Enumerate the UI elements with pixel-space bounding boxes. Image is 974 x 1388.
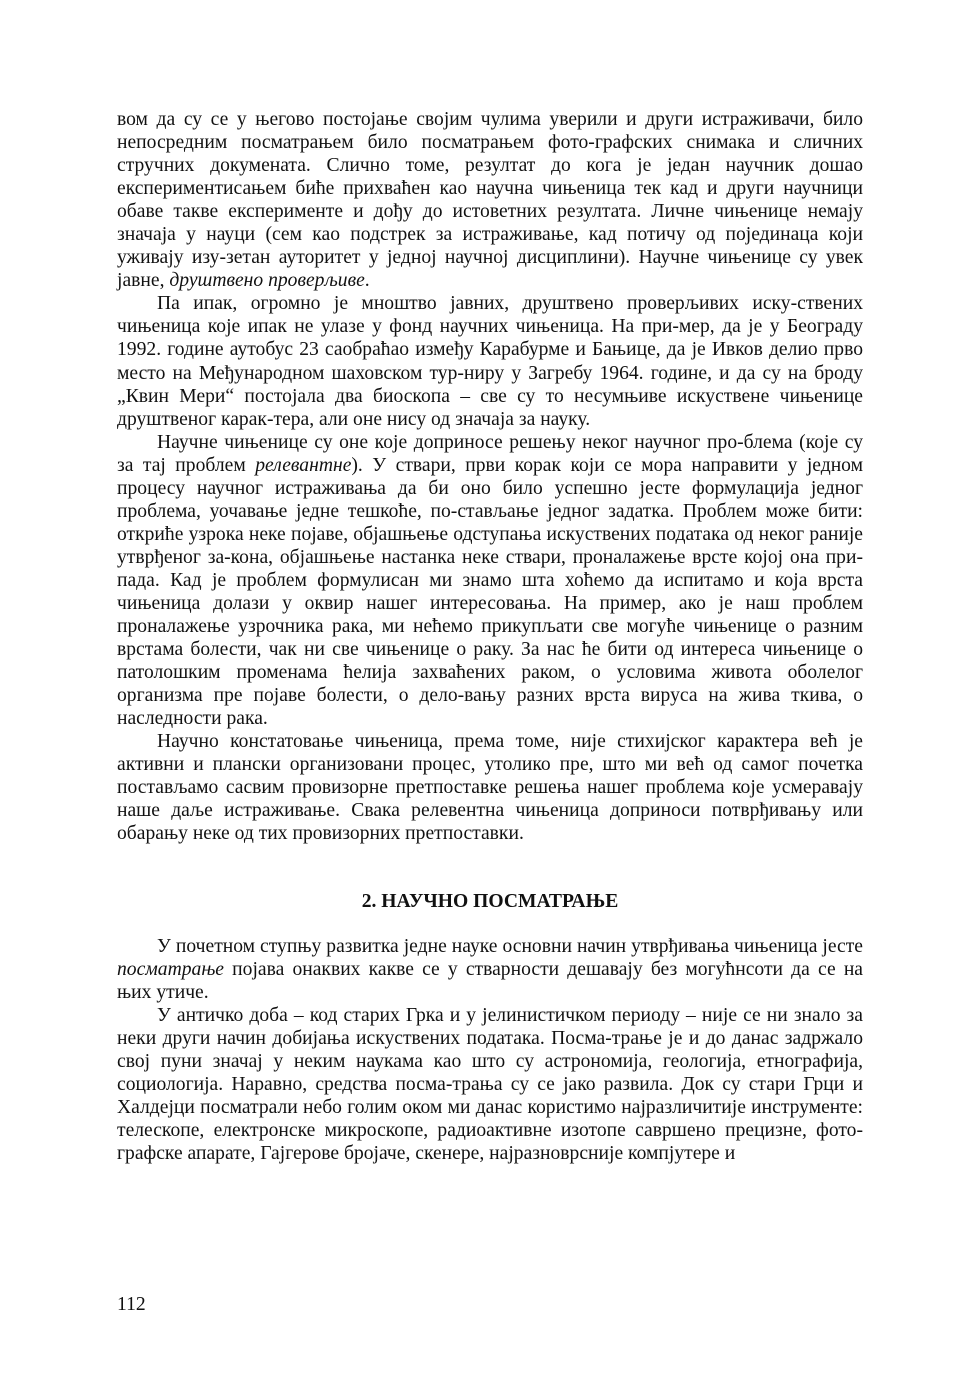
paragraphs-before bbox=[117, 108, 863, 846]
italic-text-run: релевантне bbox=[255, 454, 352, 476]
text-run: ). У ствари, први корак који се мора направити у једном процесу научног истраживања да би оно било успешно јесте формулација једног проблема, уочавање једне тешкоће, по-стављање једног задатка. Проблем може бити: откриће узрока неке појаве, објашњење одступања искуствених података од неког раније утврђеног за-кона, објашњење настанка неке ствари, проналажење врсте којој она при-пада. Кад је проблем формулисан ми знамо шта хоћемо да испитамо и која врста чињеница долази у оквир нашег интересовања. На пример, ако је наш проблем проналажење узрочника рака, ми нећемо прикупљати све могуће чињенице о разним врстама болести, чак ни све чињенице о раку. За нас ће бити од интереса чињенице о патолошким променама ћелија захваћених раком, о условима живота оболелог организма пре појаве болести, о дело-вању разних врста вируса на жива ткива, о наследности рака. bbox=[117, 454, 864, 730]
paragraph bbox=[117, 431, 863, 731]
text-run: У почетном ступњу развитка једне науке основни начин утврђивања чињеница јесте bbox=[157, 935, 863, 957]
paragraphs-after bbox=[117, 935, 863, 1165]
text-run: . bbox=[364, 270, 370, 292]
page-number: 112 bbox=[117, 1294, 146, 1315]
paragraph bbox=[117, 935, 863, 1004]
text-run: вом да су се у његово постојање својим чулима уверили и други истраживачи, било непосредним посматрањем било посматрањем фото-графских снимака и сличних стручних докумената. Слично томе, резултат до кога је један научник дошао експериментисањем биће прихваћен као научна чињеница тек кад и други научници обаве такве експерименте и дођу до истоветних резултата. Личне чињенице немају значаја у науци (сем као подстрек за истраживање, кад потичу од појединаца који уживају изу-зетан ауторитет у једној научној дисциплини). Научне чињенице су увек јавне, bbox=[117, 109, 863, 292]
page-body bbox=[117, 108, 863, 1165]
section-heading: 2. НАУЧНО ПОСМАТРАЊЕ bbox=[361, 890, 619, 912]
text-run: Научне чињенице су оне које доприносе решењу неког научног про-блема (које су за тај проблем bbox=[117, 431, 863, 476]
paragraph bbox=[117, 108, 863, 292]
text-run: Па ипак, огромно је мноштво јавних, друштвено проверљивих иску-ствених чињеница које ипак не улазе у фонд научних чињеница. На при-мер, да је у Београду 1992. године аутобус 23 саобраћао између Карабурме и Бањице, да је Ивков делио прво место на Међународном шаховском тур-ниру у Загребу 1964. године, и да су на броду „Квин Мери“ постојала два биоскопа – све су то несумњиве искуствене чињенице друштвеног карак-тера, али оне нису од значаја за науку. bbox=[117, 293, 863, 430]
paragraph bbox=[117, 1004, 863, 1165]
text-run: појава онаквих какве се у стварности дешавају без могућнсоти да се на њих утиче. bbox=[117, 958, 863, 1003]
italic-text-run: посматрање bbox=[117, 958, 224, 980]
italic-text-run: друштвено проверљиве bbox=[169, 270, 365, 292]
text-run: Научно констатовање чињеница, према томе, није стихијског карактера већ је активни и плански организовани процес, утолико пре, што ми већ од самог почетка постављамо сасвим провизорне претпоставке решења нашег проблема које усмеравају наше даље истраживање. Свака релевентна чињеница доприноси потврђивању или обарању неке од тих провизорних претпоставки. bbox=[117, 731, 863, 845]
text-run: У античко доба – код старих Грка и у јелинистичком периоду – није се ни знало за неки други начин добијања искуствених података. Посма-трање је и до данас задржало свој пуни значај у неким наукама као што су астрономија, геологија, етнографија, социологија. Наравно, средства посма-трања су се јако развила. Док су стари Грци и Халдејци посматрали небо голим оком ми данас користимо најразличитије инструменте: телескопе, електронске микроскопе, радиоактивне изотопе савршено прецизне, фото-графске апарате, Гајгерове бројаче, скенере, најразноврсније компјутере и bbox=[117, 1004, 863, 1164]
paragraph bbox=[117, 730, 863, 845]
paragraph bbox=[117, 292, 863, 430]
